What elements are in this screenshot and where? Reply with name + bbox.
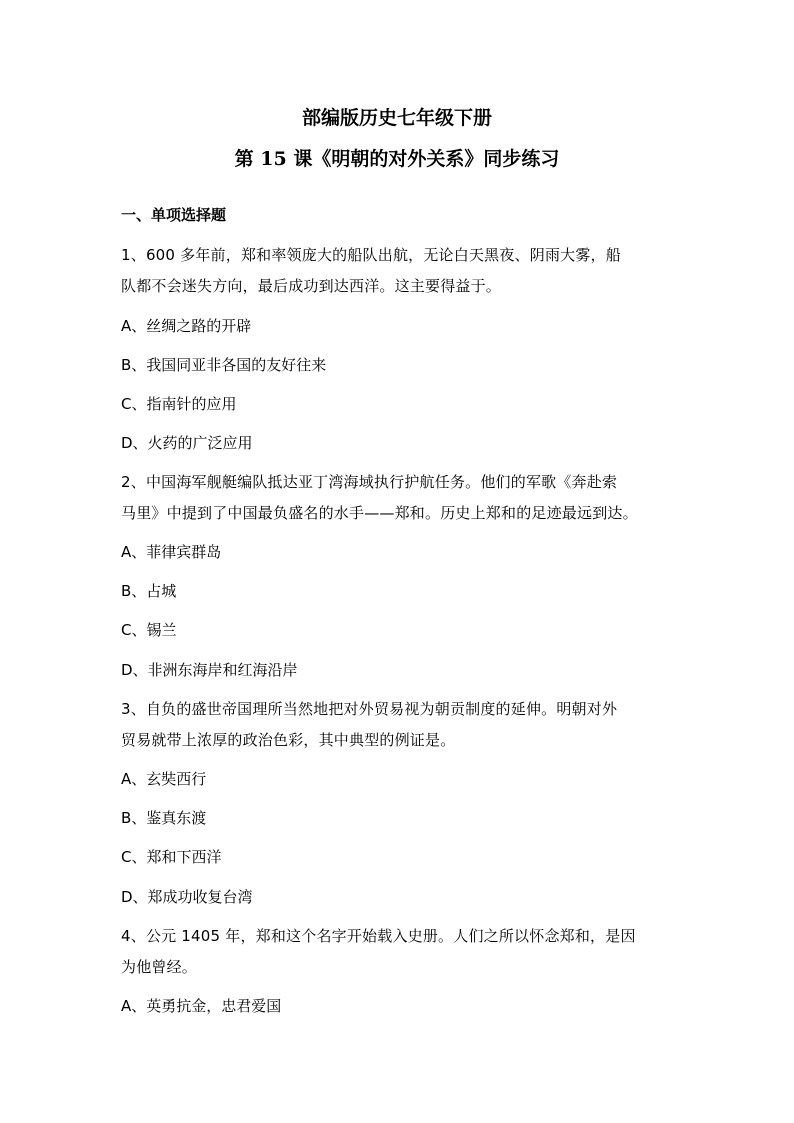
document-title: 部编版历史七年级下册 xyxy=(301,107,492,129)
question-3-option-d: D、郑成功收复台湾 xyxy=(121,888,253,906)
question-3-option-b: B、鉴真东渡 xyxy=(121,809,207,827)
question-3-stem-line-2: 贸易就带上浓厚的政治色彩，其中典型的例证是。 xyxy=(121,731,456,749)
question-4-option-a: A、英勇抗金，忠君爱国 xyxy=(121,997,282,1015)
question-1-option-d: D、火药的广泛应用 xyxy=(121,434,253,452)
question-2-stem-line-2: 马里》中提到了中国最负盛名的水手——郑和。历史上郑和的足迹最远到达。 xyxy=(121,504,638,522)
question-3-stem-line-1: 3、自负的盛世帝国理所当然地把对外贸易视为朝贡制度的延伸。明朝对外 xyxy=(121,700,618,718)
question-2-stem-line-1: 2、中国海军舰艇编队抵达亚丁湾海域执行护航任务。他们的军歌《奔赴索 xyxy=(121,473,618,491)
question-3-option-c: C、郑和下西洋 xyxy=(121,848,222,866)
question-1-option-b: B、我国同亚非各国的友好往来 xyxy=(121,356,327,374)
question-1-stem-line-1: 1、600 多年前，郑和率领庞大的船队出航，无论白天黑夜、阴雨大雾，船 xyxy=(121,246,621,264)
question-1-stem-line-2: 队都不会迷失方向，最后成功到达西洋。这主要得益于。 xyxy=(121,277,502,295)
question-1-option-c: C、指南针的应用 xyxy=(121,395,237,413)
question-2-option-a: A、菲律宾群岛 xyxy=(121,543,222,561)
question-2-option-d: D、非洲东海岸和红海沿岸 xyxy=(121,661,298,679)
document-subtitle: 第 15 课《明朝的对外关系》同步练习 xyxy=(234,148,560,170)
question-1-option-a: A、丝绸之路的开辟 xyxy=(121,317,252,335)
question-2-option-b: B、占城 xyxy=(121,582,177,600)
question-3-option-a: A、玄奘西行 xyxy=(121,770,207,788)
question-4-stem-line-1: 4、公元 1405 年，郑和这个名字开始载入史册。人们之所以怀念郑和，是因 xyxy=(121,927,636,945)
question-2-option-c: C、锡兰 xyxy=(121,621,177,639)
question-4-stem-line-2: 为他曾经。 xyxy=(121,958,198,976)
section-heading: 一、单项选择题 xyxy=(121,206,227,224)
